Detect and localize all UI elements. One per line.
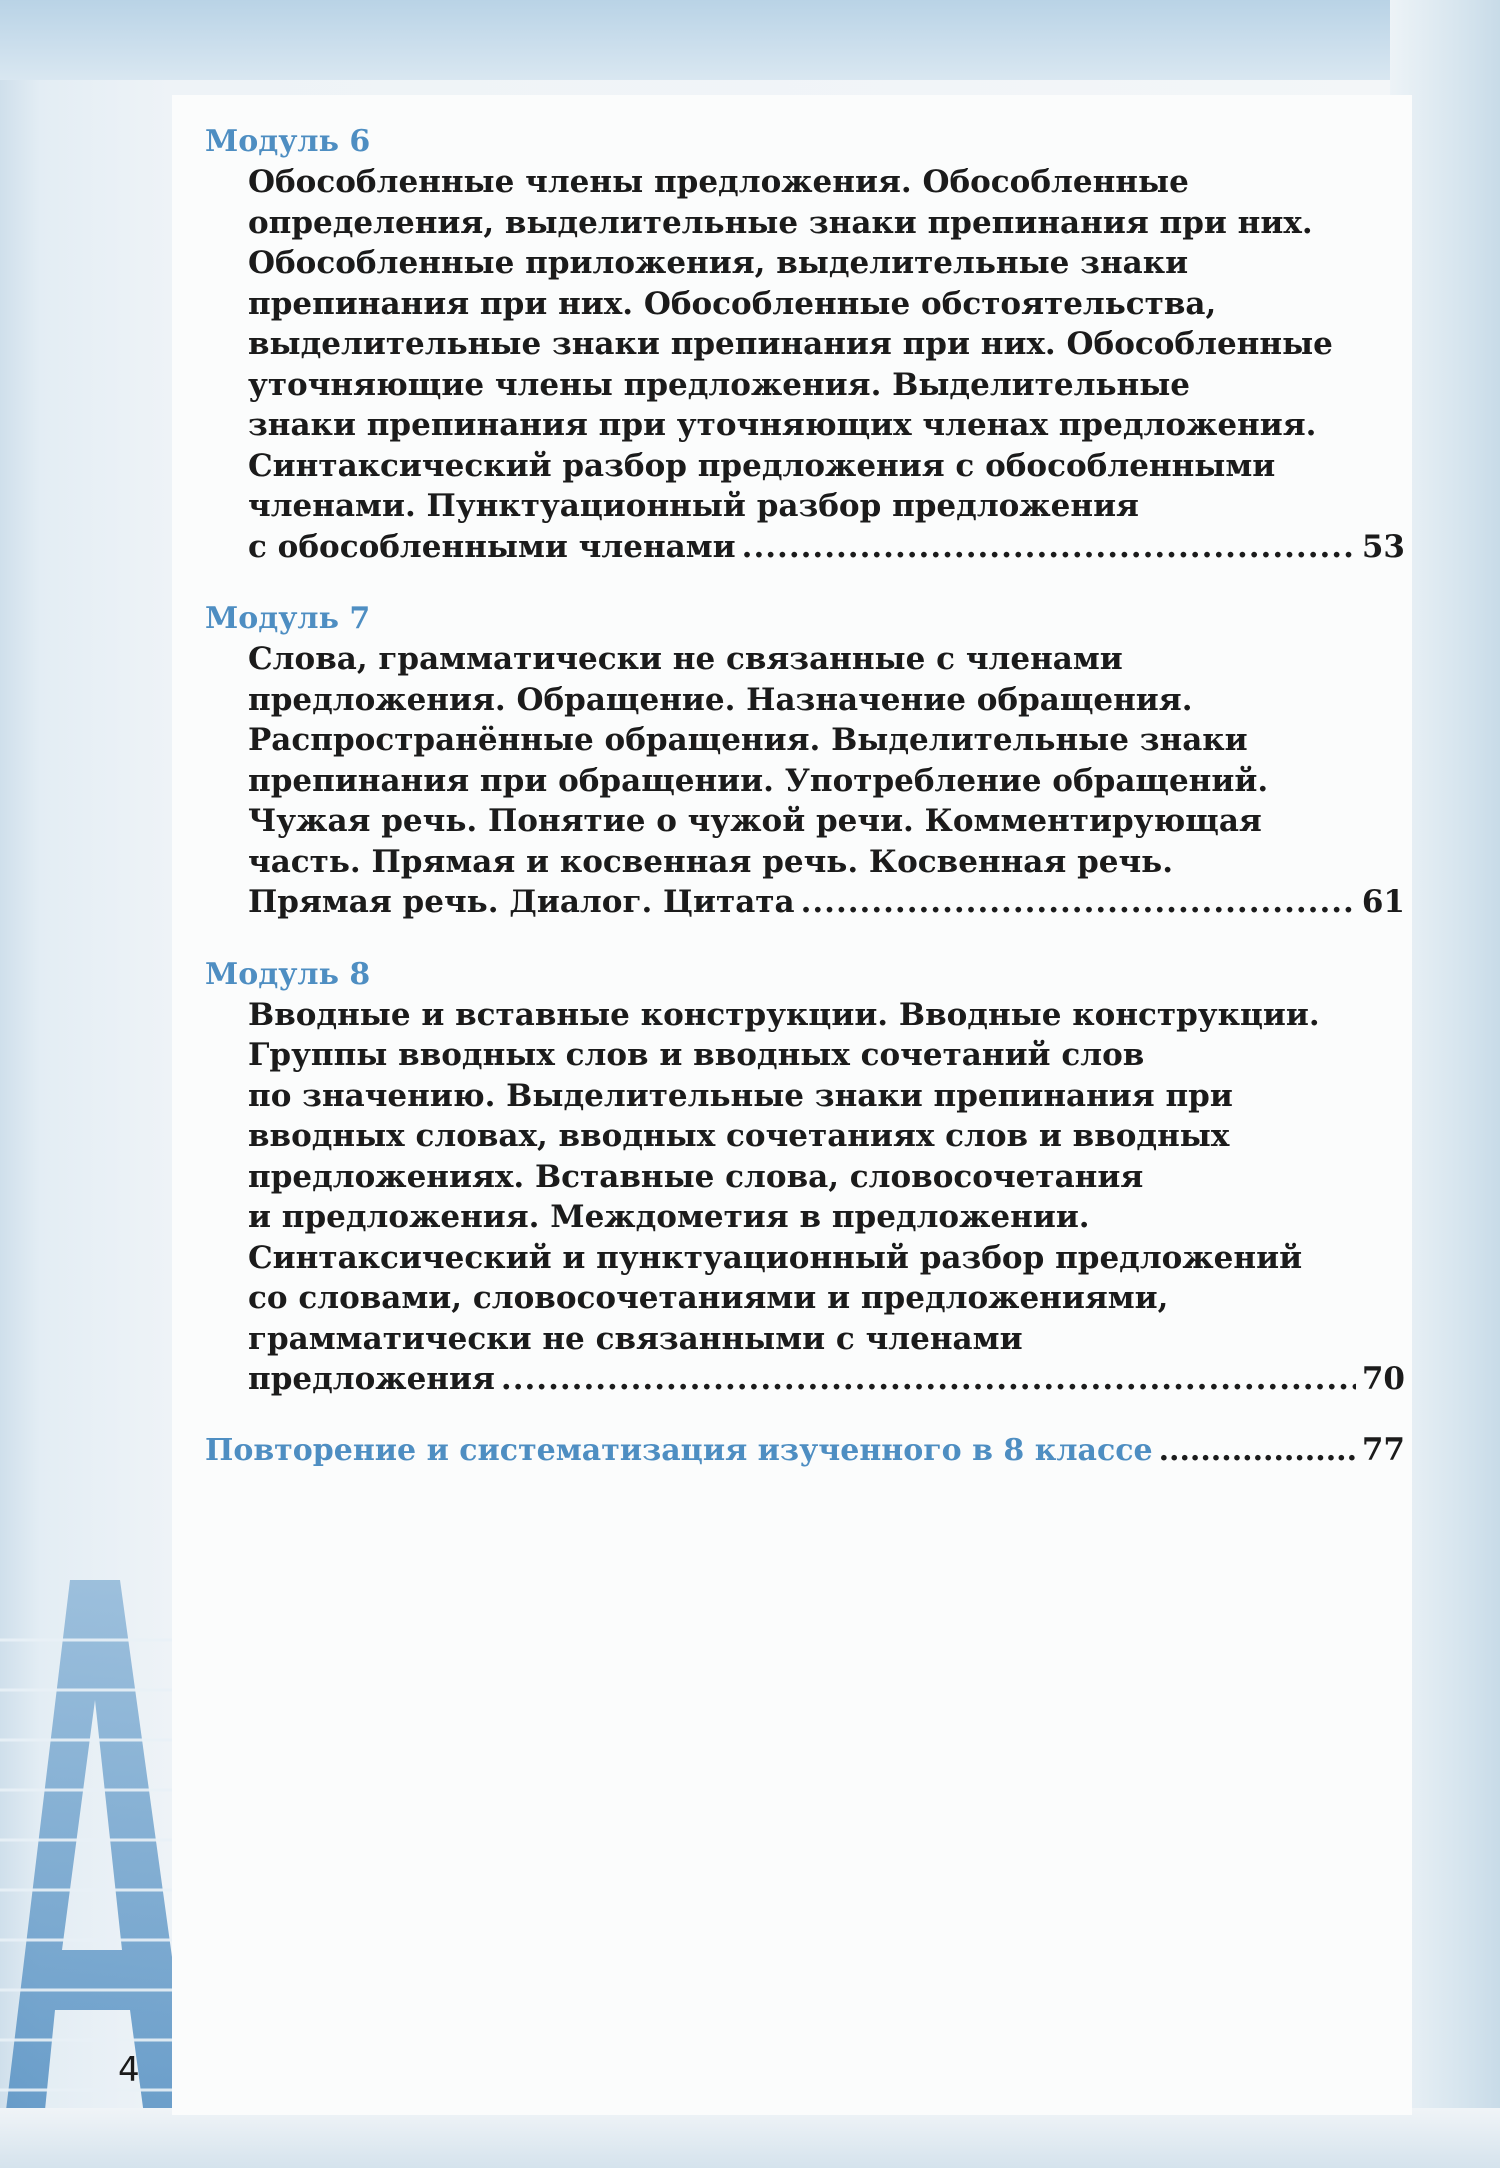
toc-module	[205, 955, 1405, 1400]
module-description	[248, 162, 1405, 567]
module-description	[248, 995, 1405, 1400]
entry-last-line	[248, 527, 1405, 568]
entry-line: предложениях. Вставные слова, словосочетания	[248, 1158, 1144, 1195]
toc-module	[205, 599, 1405, 923]
entry-line: грамматически не связанными с членами	[248, 1320, 1023, 1357]
entry-line: определения, выделительные знаки препинания при них.	[248, 204, 1313, 241]
entry-line: препинания при них. Обособленные обстоятельства,	[248, 285, 1217, 322]
dot-leader	[501, 1359, 1356, 1400]
module-description	[248, 639, 1405, 923]
entry-line: Слова, грамматически не связанные с членами	[248, 641, 1123, 677]
entry-line: уточняющие члены предложения. Выделительные	[248, 366, 1190, 403]
dot-leader	[1159, 1433, 1356, 1468]
page-number: 4	[118, 2050, 140, 2090]
table-of-contents	[205, 122, 1405, 1468]
entry-line: препинания при обращении. Употребление обращений.	[248, 762, 1269, 799]
entry-line: Обособленные приложения, выделительные знаки	[248, 245, 1189, 281]
entry-last-line	[248, 1359, 1405, 1400]
final-entry-title: Повторение и систематизация изученного в 8 классе	[205, 1432, 1153, 1468]
toc-module	[205, 122, 1405, 567]
entry-last-line	[248, 882, 1405, 923]
module-title: Модуль 6	[205, 124, 371, 159]
entry-line: выделительные знаки препинания при них. Обособленные	[248, 326, 1333, 362]
module-title: Модуль 7	[205, 601, 371, 636]
decorative-top-band	[0, 0, 1500, 80]
entry-line: часть. Прямая и косвенная речь. Косвенная речь.	[248, 843, 1174, 880]
entry-line: и предложения. Междометия в предложении.	[248, 1199, 1090, 1235]
decorative-left-letters	[0, 90, 170, 1590]
entry-line: вводных словах, вводных сочетаниях слов и вводных	[248, 1118, 1230, 1154]
dot-leader	[801, 882, 1356, 923]
entry-line: Вводные и вставные конструкции. Вводные конструкции.	[248, 996, 1320, 1033]
decorative-bottom-strip	[0, 2108, 1500, 2168]
entry-line: предложения	[248, 1361, 495, 1397]
entry-line: знаки препинания при уточняющих членах предложения.	[248, 407, 1317, 443]
entry-line: Синтаксический разбор предложения с обособленными	[248, 447, 1276, 484]
entry-line: Обособленные члены предложения. Обособленные	[248, 164, 1189, 200]
page-ref: 53	[1361, 528, 1405, 565]
entry-line: Прямая речь. Диалог. Цитата	[248, 884, 795, 920]
toc-final-entry	[205, 1432, 1405, 1468]
dot-leader	[742, 527, 1356, 568]
entry-line: Синтаксический и пунктуационный разбор предложений	[248, 1239, 1303, 1276]
entry-line: предложения. Обращение. Назначение обращения.	[248, 681, 1193, 718]
entry-line: Чужая речь. Понятие о чужой речи. Комментирующая	[248, 803, 1262, 839]
entry-line: со словами, словосочетаниями и предложениями,	[248, 1280, 1169, 1316]
page-ref: 77	[1361, 1431, 1405, 1468]
entry-line: по значению. Выделительные знаки препинания при	[248, 1077, 1233, 1114]
entry-line: членами. Пунктуационный разбор предложения	[248, 488, 1139, 524]
page-ref: 61	[1361, 884, 1405, 920]
page-ref: 70	[1361, 1361, 1405, 1397]
entry-line: с обособленными членами	[248, 528, 736, 565]
entry-line: Распространённые обращения. Выделительные знаки	[248, 722, 1248, 758]
entry-line: Группы вводных слов и вводных сочетаний слов	[248, 1037, 1145, 1073]
module-title: Модуль 8	[205, 956, 371, 992]
